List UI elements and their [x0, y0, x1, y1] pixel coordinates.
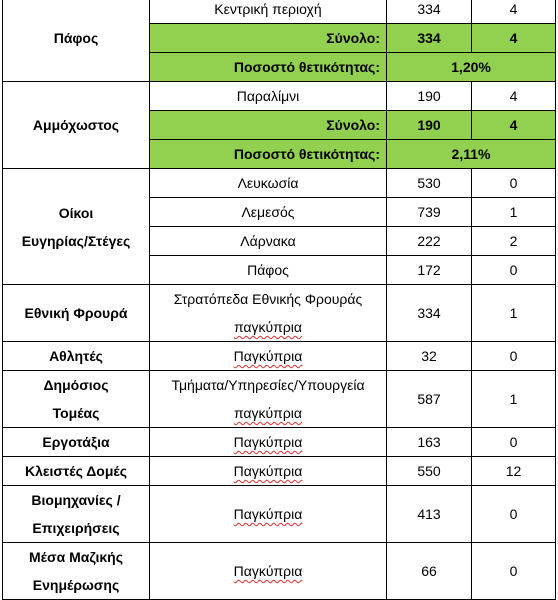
table-row: [3, 169, 556, 198]
positives-cell: 4: [472, 82, 556, 111]
table-row: [3, 342, 556, 371]
location-cell: Παραλίμνι: [150, 82, 387, 111]
group-label-ammochostos: Αμμόχωστος: [3, 82, 150, 169]
total-positives: 4: [472, 24, 556, 53]
group-label-national-guard: Εθνική Φρουρά: [3, 285, 150, 342]
total-samples: 190: [387, 111, 472, 140]
samples-cell: 739: [387, 198, 472, 227]
location-cell: [150, 457, 387, 486]
location-text: Παγκύπρια: [233, 563, 303, 579]
location-cell: Λευκωσία: [150, 169, 387, 198]
group-label-line1: Οίκοι: [58, 204, 94, 221]
location-cell: Λάρνακα: [150, 227, 387, 256]
samples-cell: 550: [387, 457, 472, 486]
positives-cell: 1: [472, 198, 556, 227]
group-label-line2: Ενημέρωσης: [32, 577, 120, 593]
group-label-line2: Ευγηρίας/Στέγες: [21, 232, 131, 249]
location-cell: Κεντρική περιοχή: [150, 0, 387, 24]
samples-cell: 172: [387, 256, 472, 285]
location-text: Παγκύπρια: [233, 506, 303, 522]
samples-cell: 32: [387, 342, 472, 371]
location-cell: [150, 486, 387, 543]
table-row: [3, 486, 556, 543]
location-line1: Τμήματα/Υπηρεσίες/Υπουργεία: [171, 377, 365, 393]
samples-cell: 587: [387, 371, 472, 428]
samples-cell: 334: [387, 0, 472, 24]
group-label-businesses: [3, 486, 150, 543]
samples-cell: 163: [387, 428, 472, 457]
samples-cell: 413: [387, 486, 472, 543]
location-cell: Λεμεσός: [150, 198, 387, 227]
location-cell: [150, 543, 387, 600]
rate-label: Ποσοστό θετικότητας:: [150, 140, 387, 169]
location-text: Παγκύπρια: [233, 434, 303, 450]
table-row: [3, 543, 556, 600]
samples-cell: 334: [387, 285, 472, 342]
location-cell: [150, 371, 387, 428]
group-label-public-sector: [3, 371, 150, 428]
table-row: [3, 82, 556, 111]
results-table: [2, 0, 556, 600]
positives-cell: 0: [472, 428, 556, 457]
positives-cell: 12: [472, 457, 556, 486]
total-label: Σύνολο:: [150, 24, 387, 53]
positives-cell: 1: [472, 285, 556, 342]
location-line1: Στρατόπεδα Εθνικής Φρουράς: [173, 291, 363, 307]
group-label-pafos: Πάφος: [3, 0, 150, 82]
group-label-media: [3, 543, 150, 600]
rate-value: 1,20%: [387, 53, 556, 82]
table-row: [3, 457, 556, 486]
samples-cell: 66: [387, 543, 472, 600]
positives-cell: 0: [472, 169, 556, 198]
positives-cell: 0: [472, 543, 556, 600]
total-label: Σύνολο:: [150, 111, 387, 140]
positives-cell: 0: [472, 342, 556, 371]
samples-cell: 222: [387, 227, 472, 256]
positives-cell: 1: [472, 371, 556, 428]
table-row: [3, 371, 556, 428]
location-line2: παγκύπρια: [233, 319, 303, 335]
location-cell: [150, 428, 387, 457]
group-label-line2: Τομέας: [52, 405, 100, 421]
group-label-athletes: Αθλητές: [3, 342, 150, 371]
location-text: Παγκύπρια: [233, 348, 303, 364]
location-line2: παγκύπρια: [233, 405, 303, 421]
samples-cell: 190: [387, 82, 472, 111]
rate-label: Ποσοστό θετικότητας:: [150, 53, 387, 82]
group-label-line1: Μέσα Μαζικής: [29, 549, 123, 565]
positives-cell: 2: [472, 227, 556, 256]
rate-value: 2,11%: [387, 140, 556, 169]
table-row: [3, 428, 556, 457]
group-label-line1: Δημόσιος: [43, 377, 109, 393]
table-row: [3, 285, 556, 342]
group-label-factories: Εργοτάξια: [3, 428, 150, 457]
group-label-line2: Επιχειρήσεις: [32, 520, 120, 536]
table-row: [3, 0, 556, 24]
total-positives: 4: [472, 111, 556, 140]
positives-cell: 0: [472, 486, 556, 543]
group-label-line1: Βιομηχανίες /: [31, 492, 121, 508]
location-cell: [150, 285, 387, 342]
group-label-closed-structures: Κλειστές Δομές: [3, 457, 150, 486]
location-cell: [150, 342, 387, 371]
positives-cell: 0: [472, 256, 556, 285]
total-samples: 334: [387, 24, 472, 53]
positives-cell: 4: [472, 0, 556, 24]
location-text: Παγκύπρια: [233, 463, 303, 479]
group-label-elderly-homes: [3, 169, 150, 285]
samples-cell: 530: [387, 169, 472, 198]
location-cell: Πάφος: [150, 256, 387, 285]
